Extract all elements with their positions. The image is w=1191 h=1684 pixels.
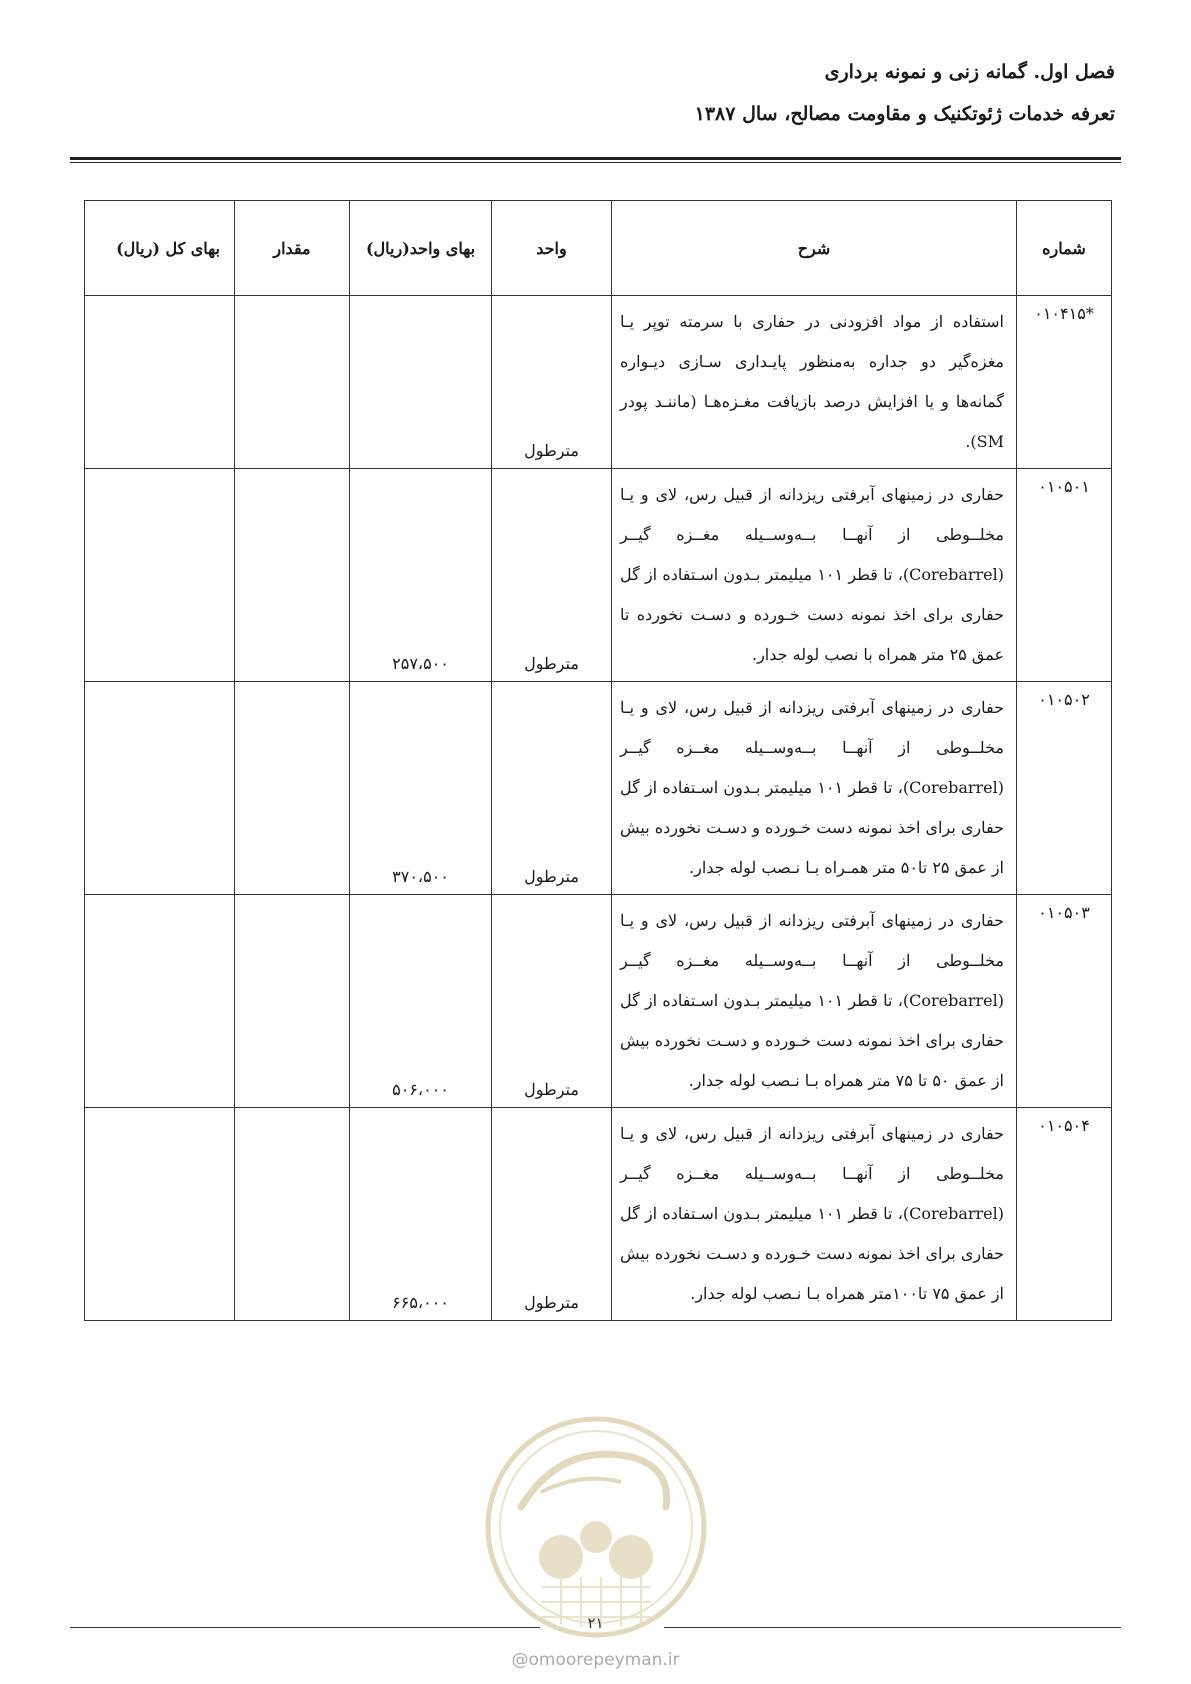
table-row — [85, 1108, 1112, 1321]
row-unit-price: ۵۰۶،۰۰۰ — [350, 895, 492, 1108]
row-description: حفاری در زمینهای آبرفتی ریزدانه از قبیل رس، لای و یـا مخلــوطی از آنهــا بــه‌وســیله مغــزه گیــر (Corebarrel)، تا قطر ۱۰۱ میلیمتر بـدون اسـتفاده از گل حفاری برای اخذ نمونه دست خـورده و دسـت نخورده تا عمق ۲۵ متر همراه با نصب لوله جدار. — [612, 469, 1017, 682]
seal-logo-icon — [481, 1412, 711, 1642]
page-header — [695, 58, 1115, 128]
header-rule-thin — [70, 162, 1121, 163]
row-unit-price: ۳۷۰،۵۰۰ — [350, 682, 492, 895]
row-total — [85, 296, 235, 469]
row-description: حفاری در زمینهای آبرفتی ریزدانه از قبیل رس، لای و یـا مخلــوطی از آنهــا بــه‌وســیله مغــزه گیــر (Corebarrel)، تا قطر ۱۰۱ میلیمتر بـدون اسـتفاده از گل حفاری برای اخذ نمونه دست خـورده و دسـت نخورده بیش از عمق ۵۰ تا ۷۵ متر همراه بـا نـصب لوله جدار. — [612, 895, 1017, 1108]
table-row — [85, 895, 1112, 1108]
row-total — [85, 1108, 235, 1321]
table-row — [85, 682, 1112, 895]
row-unit: مترطول — [492, 682, 612, 895]
tariff-table — [84, 200, 1112, 1321]
row-unit-price: ۶۶۵،۰۰۰ — [350, 1108, 492, 1321]
row-total — [85, 469, 235, 682]
row-quantity — [235, 682, 350, 895]
row-unit: مترطول — [492, 1108, 612, 1321]
row-unit: مترطول — [492, 469, 612, 682]
header-unit-price: بهای واحد(ریال) — [350, 201, 492, 296]
row-total — [85, 682, 235, 895]
row-number: ۰۱۰۵۰۳ — [1017, 895, 1112, 1108]
document-title: تعرفه خدمات ژئوتکنیک و مقاومت مصالح، سال ۱۳۸۷ — [694, 103, 1115, 125]
row-quantity — [235, 296, 350, 469]
watermark-url[interactable]: @omoorepeyman.ir — [511, 1650, 680, 1670]
row-description: استفاده از مواد افزودنی در حفاری با سرمته توپر یـا مغزه‌گیر دو جداره به‌منظور پایـداری سـازی دیـواره گمانه‌ها و یا افزایش درصد بازیافت مغـزه‌هـا (ماننـد پودر SM). — [612, 296, 1017, 469]
row-unit-price: ۲۵۷،۵۰۰ — [350, 469, 492, 682]
row-description: حفاری در زمینهای آبرفتی ریزدانه از قبیل رس، لای و یـا مخلــوطی از آنهــا بــه‌وســیله مغــزه گیــر (Corebarrel)، تا قطر ۱۰۱ میلیمتر بـدون اسـتفاده از گل حفاری برای اخذ نمونه دست خـورده و دسـت نخورده بیش از عمق ۲۵ تا۵۰ متر همـراه بـا نـصب لوله جدار. — [612, 682, 1017, 895]
row-number: ۰۱۰۵۰۴ — [1017, 1108, 1112, 1321]
row-quantity — [235, 1108, 350, 1321]
row-quantity — [235, 895, 350, 1108]
row-unit: مترطول — [492, 296, 612, 469]
header-unit: واحد — [492, 201, 612, 296]
row-total — [85, 895, 235, 1108]
row-number: ۰۱۰۵۰۱ — [1017, 469, 1112, 682]
row-number: *۰۱۰۴۱۵ — [1017, 296, 1112, 469]
row-unit-price — [350, 296, 492, 469]
table-header-row — [85, 201, 1112, 296]
row-quantity — [235, 469, 350, 682]
header-rule-thick — [70, 157, 1121, 160]
header-quantity: مقدار — [235, 201, 350, 296]
header-number: شماره — [1017, 201, 1112, 296]
row-unit: مترطول — [492, 895, 612, 1108]
table-row — [85, 296, 1112, 469]
chapter-title: فصل اول. گمانه زنی و نمونه برداری — [824, 61, 1115, 83]
row-description: حفاری در زمینهای آبرفتی ریزدانه از قبیل رس، لای و یـا مخلــوطی از آنهــا بــه‌وســیله مغــزه گیــر (Corebarrel)، تا قطر ۱۰۱ میلیمتر بـدون اسـتفاده از گل حفاری برای اخذ نمونه دست خـورده و دسـت نخورده بیش از عمق ۷۵ تا۱۰۰متر همراه بـا نـصب لوله جدار. — [612, 1108, 1017, 1321]
page-number: ۲۱ — [587, 1614, 604, 1632]
table-row — [85, 469, 1112, 682]
header-total: بهای کل (ریال) — [85, 201, 235, 296]
row-number: ۰۱۰۵۰۲ — [1017, 682, 1112, 895]
header-description: شرح — [612, 201, 1017, 296]
